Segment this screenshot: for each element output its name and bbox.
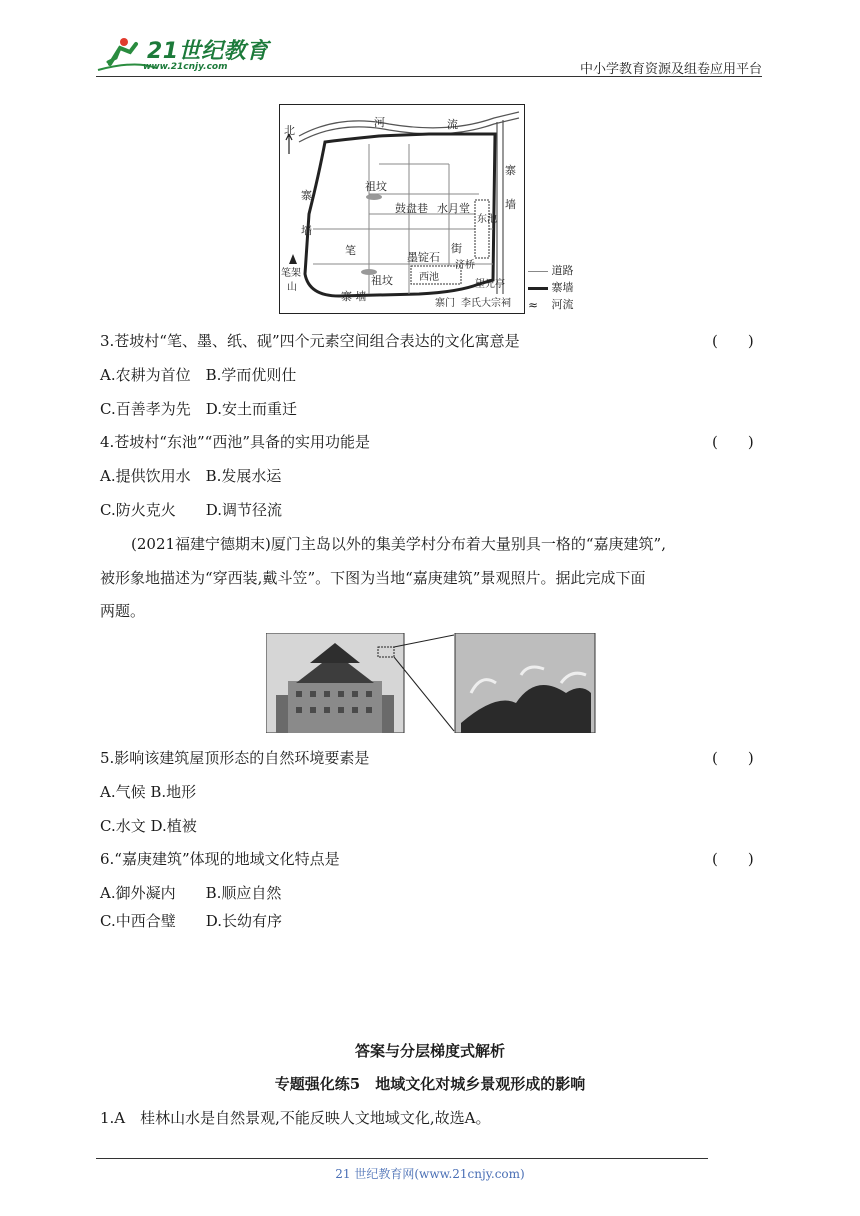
road-line-icon bbox=[528, 271, 548, 272]
village-map bbox=[279, 104, 525, 314]
map-label-river: 河 bbox=[374, 116, 385, 129]
map-label-north: 北 bbox=[284, 124, 295, 137]
wall-line-icon bbox=[528, 287, 548, 290]
q4-options-cd: C.防火克火 D.调节径流 bbox=[100, 501, 282, 519]
q6-stem: 6.“嘉庚建筑”体现的地域文化特点是 bbox=[100, 850, 340, 868]
map-label-gupanxiang: 鼓盘巷 bbox=[395, 202, 428, 215]
answer-1: 1.A 桂林山水是自然景观,不能反映人文地域文化,故选A。 bbox=[100, 1109, 491, 1127]
map-label-zuyun-top: 祖坟 bbox=[365, 180, 387, 193]
river-wave-icon: ≈ bbox=[528, 298, 539, 312]
q3-options-cd: C.百善孝为先 D.安土而重迁 bbox=[100, 400, 297, 418]
footer-text: 21 世纪教育网(www.21cnjy.com) bbox=[335, 1167, 525, 1181]
answers-subtitle: 专题强化练5 地域文化对城乡景观形成的影响 bbox=[274, 1075, 586, 1093]
intro-line-3: 两题。 bbox=[100, 602, 146, 620]
map-label-jie: 街 bbox=[451, 242, 462, 255]
map-label-wangxiongting: 望兄亭 bbox=[475, 279, 505, 290]
logo-url: www.21cnjy.com bbox=[143, 62, 228, 72]
q5-stem: 5.影响该建筑屋顶形态的自然环境要素是 bbox=[100, 749, 370, 767]
map-label-river2: 流 bbox=[447, 118, 458, 131]
footer-divider bbox=[96, 1158, 708, 1159]
map-label-xichi: 西池 bbox=[419, 272, 439, 283]
map-label-zhaimen: 寨门 bbox=[435, 298, 455, 309]
intro-line-2: 被形象地描述为“穿西装,戴斗笠”。下图为当地“嘉庚建筑”景观照片。据此完成下面 bbox=[100, 569, 646, 587]
q6-options-ab: A.御外凝内 B.顺应自然 bbox=[100, 884, 282, 902]
q3-stem: 3.苍坡村“笔、墨、纸、砚”四个元素空间组合表达的文化寓意是 bbox=[100, 332, 520, 350]
legend-label-road: 道路 bbox=[551, 264, 574, 277]
q4-stem: 4.苍坡村“东池”“西池”具备的实用功能是 bbox=[100, 433, 370, 451]
legend-item-wall bbox=[528, 279, 574, 296]
q3-answer-paren: ( ) bbox=[712, 332, 754, 350]
q6-answer-paren: ( ) bbox=[712, 850, 754, 868]
q5-answer-paren: ( ) bbox=[712, 749, 754, 767]
map-label-dongchi: 东池 bbox=[477, 214, 497, 225]
header-divider bbox=[96, 76, 762, 77]
q6-options-cd: C.中西合璧 D.长幼有序 bbox=[100, 912, 282, 930]
map-label-jiqiao: 济桥 bbox=[455, 260, 475, 271]
building-photos bbox=[266, 633, 759, 733]
q4-answer-paren: ( ) bbox=[712, 433, 754, 451]
map-label-modingshi: 墨锭石 bbox=[407, 251, 440, 264]
map-label-bijiashan-2: 山 bbox=[287, 282, 297, 293]
map-label-wall-bottom: 寨 墙 bbox=[341, 290, 367, 303]
map-label-bijiashan-1: 笔架 bbox=[281, 268, 301, 279]
legend-label-river: 河流 bbox=[551, 298, 574, 311]
q3-options-ab: A.农耕为首位 B.学而优则仕 bbox=[100, 366, 297, 384]
legend-item-river bbox=[528, 296, 574, 313]
logo-text: 21世纪教育 bbox=[147, 39, 269, 64]
q5-options-ab: A.气候 B.地形 bbox=[100, 783, 197, 801]
q5-options-cd: C.水文 D.植被 bbox=[100, 817, 197, 835]
map-label-shuiyuetang: 水月堂 bbox=[437, 202, 470, 215]
map-legend bbox=[528, 262, 574, 313]
map-label-wall-right-1: 寨 bbox=[505, 164, 516, 177]
map-label-lishi: 李氏大宗祠 bbox=[461, 298, 511, 309]
q4-options-ab: A.提供饮用水 B.发展水运 bbox=[100, 467, 282, 485]
legend-item-road bbox=[528, 262, 574, 279]
legend-label-wall: 寨墙 bbox=[551, 281, 574, 294]
map-label-wall-left-2: 墙 bbox=[301, 224, 312, 237]
map-label-zuyun-bottom: 祖坟 bbox=[371, 274, 393, 287]
map-label-wall-right-2: 墙 bbox=[505, 198, 516, 211]
map-label-bi: 笔 bbox=[345, 244, 356, 257]
intro-line-1: (2021福建宁德期末)厦门主岛以外的集美学村分布着大量别具一格的“嘉庚建筑”, bbox=[131, 535, 666, 553]
header-platform: 中小学教育资源及组卷应用平台 bbox=[579, 62, 762, 77]
answers-title: 答案与分层梯度式解析 bbox=[354, 1042, 505, 1060]
map-label-wall-left-1: 寨 bbox=[301, 189, 312, 202]
